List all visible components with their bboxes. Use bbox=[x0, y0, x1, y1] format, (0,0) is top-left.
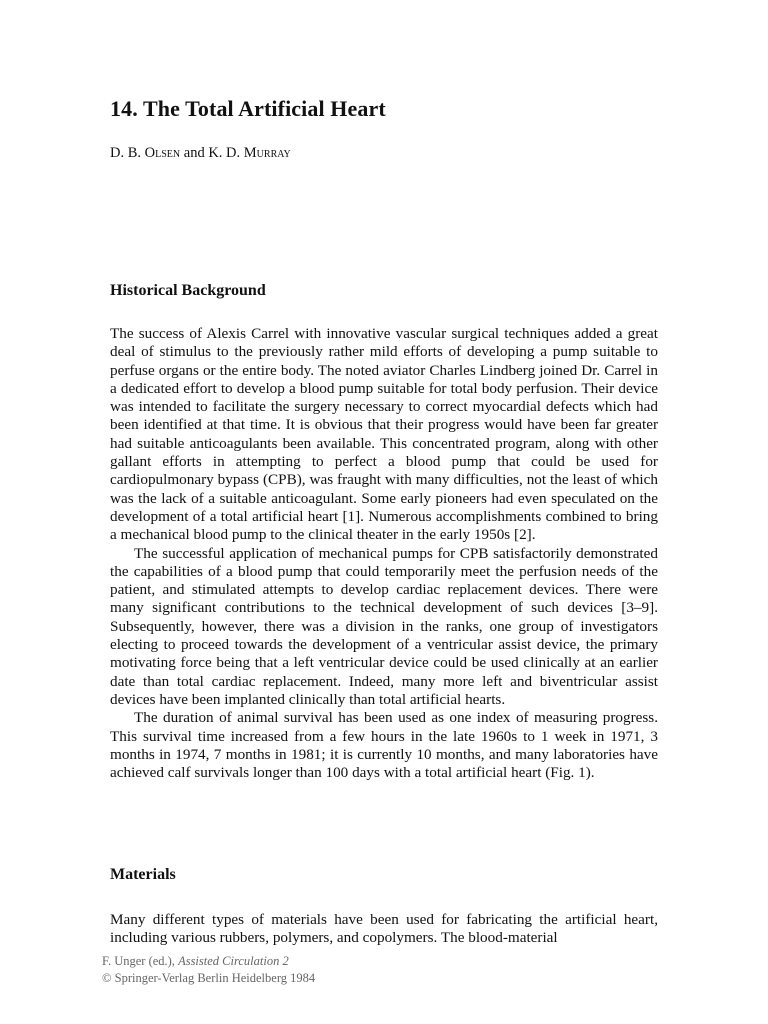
footer-copyright: © Springer-Verlag Berlin Heidelberg 1984 bbox=[102, 971, 316, 985]
section-heading-materials: Materials bbox=[110, 866, 176, 883]
page-footer bbox=[102, 953, 315, 987]
section-body-historical-background bbox=[110, 325, 658, 782]
author-joiner: and bbox=[180, 145, 209, 161]
author-2-initials: K. D. bbox=[208, 145, 244, 161]
footer-editor: F. Unger (ed.), bbox=[102, 954, 179, 968]
author-2-surname: Murray bbox=[243, 145, 291, 161]
paragraph: The success of Alexis Carrel with innovative vascular surgical techniques added a great deal of stimulus to the previously rather mild efforts of developing a pump suitable to perfuse organs or the entire body. The noted aviator Charles Lindberg joined Dr. Carrel in a dedicated effort to develop a blood pump suitable for total body perfusion. Their device was intended to facilitate the surgery necessary to correct myocardial defects which had been identified at that time. It is obvious that their progress would have been far greater had suitable anticoagulants been available. This concentrated program, along with other gallant efforts in attempting to perfect a blood pump that could be used for cardiopulmonary bypass (CPB), was fraught with many difficulties, not the least of which was the lack of a suitable anticoagulant. Some early pioneers had even speculated on the development of a total artificial heart [1]. Numerous accomplishments combined to bring a mechanical blood pump to the clinical theater in the early 1950s [2]. bbox=[110, 325, 658, 544]
footer-book-title: Assisted Circulation 2 bbox=[178, 954, 289, 968]
chapter-title: 14. The Total Artificial Heart bbox=[110, 96, 386, 121]
chapter-authors bbox=[110, 145, 291, 162]
section-body-materials bbox=[110, 911, 658, 948]
author-1-initials: D. B. bbox=[110, 145, 145, 161]
paragraph: Many different types of materials have been used for fabricating the artificial heart, including various rubbers, polymers, and copolymers. The blood-material bbox=[110, 911, 658, 947]
paragraph: The duration of animal survival has been used as one index of measuring progress. This survival time increased from a few hours in the late 1960s to 1 week in 1971, 3 months in 1974, 7 months in 1981; it is currently 10 months, and many laboratories have achieved calf survivals longer than 100 days with a total artificial heart (Fig. 1). bbox=[110, 709, 658, 782]
section-heading-historical-background: Historical Background bbox=[110, 282, 266, 299]
author-1-surname: Olsen bbox=[144, 145, 181, 161]
paragraph: The successful application of mechanical pumps for CPB satisfactorily demonstrated the capabilities of a blood pump that could temporarily meet the perfusion needs of the patient, and stimulated attempts to develop cardiac replacement devices. There were many significant contributions to the technical development of such devices [3–9]. Subsequently, however, there was a division in the ranks, one group of investigators electing to proceed towards the development of a ventricular assist device, the primary motivating force being that a left ventricular device could be used clinically at an earlier date than total cardiac replacement. Indeed, many more left and biventricular assist devices have been implanted clinically than total artificial hearts. bbox=[110, 544, 658, 708]
footer-citation bbox=[102, 953, 315, 970]
